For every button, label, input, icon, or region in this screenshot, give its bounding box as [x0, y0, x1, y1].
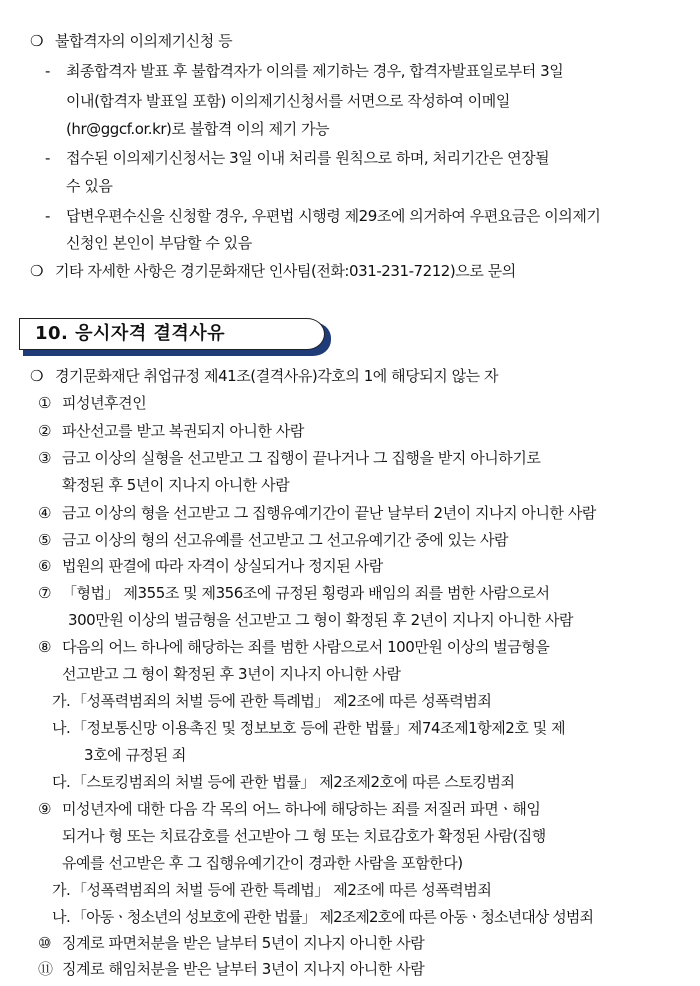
- item-mark: ⑤: [38, 531, 51, 549]
- item-text: 금고 이상의 실형을 선고받고 그 집행이 끝나거나 그 집행을 받지 아니하기로: [62, 449, 541, 467]
- item-text: 징계로 해임처분을 받은 날부터 3년이 지나지 아니한 사람: [62, 960, 425, 978]
- item-text-cont: 유예를 선고받은 후 그 집행유예기간이 경과한 사람을 포함한다): [62, 854, 463, 872]
- disqualification-intro: 경기문화재단 취업규정 제41조(결격사유)각호의 1에 해당되지 않는 자: [55, 367, 499, 385]
- item-text: 미성년자에 대한 다음 각 목의 어느 하나에 해당하는 죄를 저질러 파면ㆍ해임: [62, 800, 541, 818]
- dash-bullet-icon: -: [45, 207, 51, 225]
- item-mark: ④: [38, 504, 51, 522]
- item-text: 법원의 판결에 따라 자격이 상실되거나 정지된 사람: [62, 557, 383, 575]
- item-mark: ⑨: [38, 800, 51, 818]
- circle-bullet-icon: ❍: [30, 262, 44, 280]
- item-text-cont: 300만원 이상의 벌금형을 선고받고 그 형이 확정된 후 2년이 지나지 아니한 사람: [68, 611, 574, 629]
- objection-item-1-line-1: 최종합격자 발표 후 불합격자가 이의를 제기하는 경우, 합격자발표일로부터 3일: [66, 62, 564, 80]
- circle-bullet-icon: ❍: [30, 367, 44, 385]
- objection-title: 불합격자의 이의제기신청 등: [55, 32, 233, 50]
- item-mark: ⑦: [38, 584, 51, 602]
- section-10-header: 10. 응시자격 결격사유: [35, 323, 226, 344]
- subitem-mark: 가.: [52, 692, 71, 710]
- item-text: 금고 이상의 형을 선고받고 그 집행유예기간이 끝난 날부터 2년이 지나지 아니한 사람: [62, 504, 596, 522]
- item-mark: ⑧: [38, 638, 51, 656]
- item-text-cont: 선고받고 그 형이 확정된 후 3년이 지나지 아니한 사람: [62, 665, 401, 683]
- objection-item-2-line-1: 접수된 이의제기신청서는 3일 이내 처리를 원칙으로 하며, 처리기간은 연장될: [66, 149, 550, 167]
- subitem-text: 「정보통신망 이용촉진 및 정보보호 등에 관한 법률」제74조제1항제2호 및 제: [72, 719, 566, 737]
- contact-info: 기타 자세한 사항은 경기문화재단 인사팀(전화:031-231-7212)으로 문의: [55, 262, 516, 280]
- item-text: 파산선고를 받고 복권되지 아니한 사람: [62, 422, 304, 440]
- item-mark: ①: [38, 394, 51, 412]
- subitem-text: 「성폭력범죄의 처벌 등에 관한 특례법」 제2조에 따른 성폭력범죄: [72, 881, 492, 899]
- objection-item-2-line-2: 수 있음: [66, 177, 113, 195]
- item-text: 금고 이상의 형의 선고유예를 선고받고 그 선고유예기간 중에 있는 사람: [62, 531, 509, 549]
- objection-item-1-line-3: (hr@ggcf.or.kr)로 불합격 이의 제기 가능: [66, 120, 330, 138]
- subitem-mark: 나.: [52, 908, 71, 926]
- item-text: 피성년후견인: [62, 394, 147, 412]
- item-text-cont: 확정된 후 5년이 지나지 아니한 사람: [62, 476, 290, 494]
- item-mark: ②: [38, 422, 51, 440]
- item-mark: ⑩: [38, 934, 51, 952]
- subitem-mark: 나.: [52, 719, 71, 737]
- objection-item-3-line-1: 답변우편수신을 신청할 경우, 우편법 시행령 제29조에 의거하여 우편요금은 이의제기: [66, 207, 601, 225]
- item-mark: ⑪: [38, 960, 53, 978]
- dash-bullet-icon: -: [45, 149, 51, 167]
- item-text: 「형법」 제355조 및 제356조에 규정된 횡령과 배임의 죄를 범한 사람으로서: [62, 584, 550, 602]
- item-text: 징계로 파면처분을 받은 날부터 5년이 지나지 아니한 사람: [62, 934, 425, 952]
- subitem-mark: 다.: [52, 773, 71, 791]
- objection-item-3-line-2: 신청인 본인이 부담할 수 있음: [66, 234, 252, 252]
- subitem-text: 「성폭력범죄의 처벌 등에 관한 특례법」 제2조에 따른 성폭력범죄: [72, 692, 492, 710]
- dash-bullet-icon: -: [45, 62, 51, 80]
- item-text-cont: 되거나 형 또는 치료감호를 선고받아 그 형 또는 치료감호가 확정된 사람(집행: [62, 827, 546, 845]
- item-text: 다음의 어느 하나에 해당하는 죄를 범한 사람으로서 100만원 이상의 벌금형을: [62, 638, 550, 656]
- subitem-text-cont: 3호에 규정된 죄: [84, 746, 186, 764]
- subitem-mark: 가.: [52, 881, 71, 899]
- objection-item-1-line-2: 이내(합격자 발표일 포함) 이의제기신청서를 서면으로 작성하여 이메일: [66, 92, 510, 110]
- item-mark: ③: [38, 449, 51, 467]
- circle-bullet-icon: ❍: [30, 32, 44, 50]
- subitem-text: 「스토킹범죄의 처벌 등에 관한 법률」 제2조제2호에 따른 스토킹범죄: [72, 773, 515, 791]
- subitem-text: 「아동ㆍ청소년의 성보호에 관한 법률」 제2조제2호에 따른 아동ㆍ청소년대상 성범죄: [72, 908, 594, 926]
- item-mark: ⑥: [38, 557, 51, 575]
